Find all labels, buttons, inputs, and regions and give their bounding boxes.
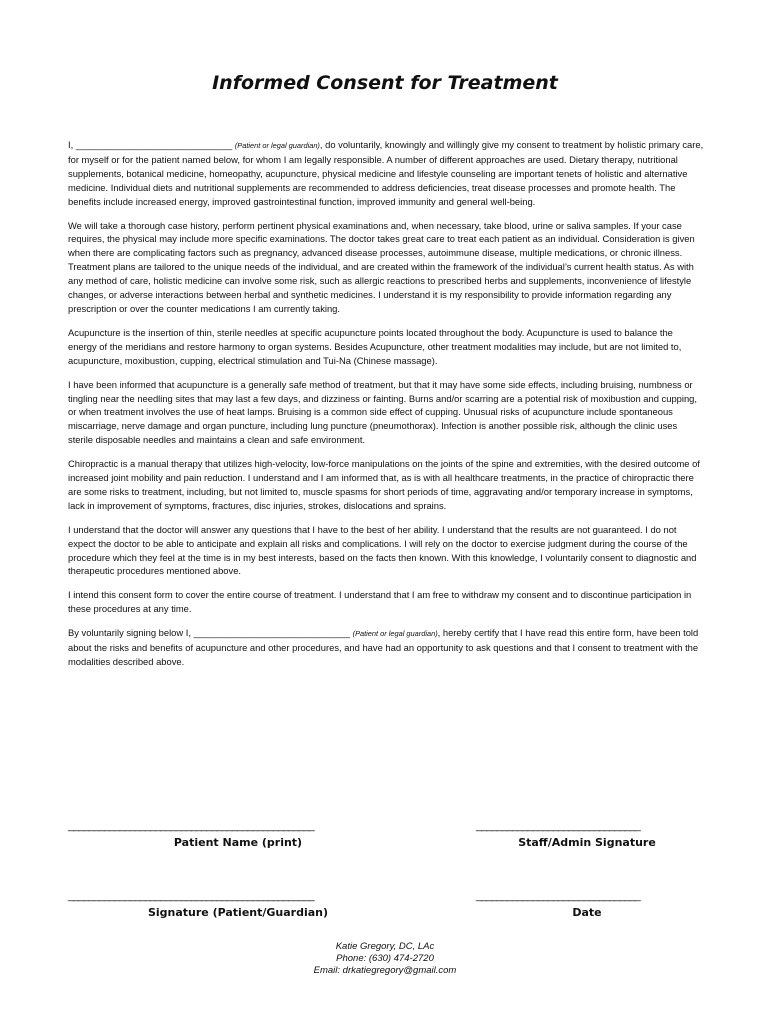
certify-text: , hereby certify that I have read this entire form, have been told about the risks and benefits of acupuncture and other procedures, and have had an opportunity to ask questions and that I consent to treatment with the modalities described above. bbox=[68, 627, 699, 667]
date-label: Date bbox=[572, 906, 602, 919]
patient-signature-field[interactable] bbox=[68, 890, 408, 919]
doctor-name: Katie Gregory, DC, LAc bbox=[335, 941, 435, 952]
patient-role-note: (Patient or legal guardian) bbox=[234, 141, 320, 150]
consent-paragraph-questions: I understand that the doctor will answer any questions that I have to the best of her ability. I understand that the results are not guaranteed. I do not expect the doctor to be able to anticipate and explain all risks and complications. I will rely on the doctor to exercise judgment during the course of the procedure which they feel at the time is in my best interests, based on the facts then known. With this knowledge, I voluntarily consent to diagnostic and therapeutic procedures mentioned above. bbox=[68, 523, 697, 577]
patient-signature-label: Signature (Patient/Guardian) bbox=[147, 906, 329, 919]
consent-paragraph-case-history: We will take a thorough case history, perform pertinent physical examinations and, when necessary, take blood, urine or saliva samples. If your case requires, the physical may include more specific examinations. The doctor takes great care to treat each patient as an individual. Consideration is given when there are complicating factors such as pregnancy, advanced disease processes, autoimmune disease, multiple medications, or chronic illness. Treatment plans are tailored to the unique needs of the individual, and are created within the framework of the individual’s current health status. As with any method of care, holistic medicine can involve some risk, such as allergic reactions to prescribed herbs and supplements, inconvenience of lifestyle changes, or adverse interactions between herbal and synthetic medicines. I understand it is my responsibility to provide information regarding any prescription or over the counter medications I am currently taking. bbox=[68, 219, 695, 314]
staff-signature-field[interactable] bbox=[476, 820, 698, 849]
consent-paragraph-certify bbox=[68, 626, 704, 669]
consent-paragraph-intro bbox=[68, 138, 704, 209]
patient-name-label: Patient Name (print) bbox=[173, 836, 303, 849]
consent-paragraph-risks: I have been informed that acupuncture is a generally safe method of treatment, but that it may have some side effects, including bruising, numbness or tingling near the needling sites that may last a few days, and dizziness or fainting. Burns and/or scarring are a potential risk of moxibustion and cupping, or when treatment involves the use of heat lamps. Bruising is a common side effect of cupping. Unusual risks of acupuncture include spontaneous miscarriage, nerve damage and organ puncture, including lung puncture (pneumothorax). Infection is another possible risk, although the clinic uses sterile disposable needles and maintains a clean and safe environment. bbox=[68, 378, 697, 446]
date-field[interactable] bbox=[476, 890, 698, 919]
contact-footer bbox=[0, 941, 770, 977]
patient-name-blank[interactable]: I, ______________________________ bbox=[68, 139, 235, 150]
doctor-email: Email: drkatiegregory@gmail.com bbox=[313, 965, 457, 976]
certify-role-note: (Patient or legal guardian) bbox=[352, 629, 438, 639]
consent-paragraph-chiropractic: Chiropractic is a manual therapy that utilizes high-velocity, low-force manipulations on the joints of the spine and extremities, with the desired outcome of increased joint mobility and pain reduction. I understand and I am informed that, as is with all healthcare treatments, in the practice of chiropractic there are some risks to treatment, including, but not limited to, muscle spasms for short periods of time, aggravating and/or temporary increase in symptoms, lack in improvement of symptoms, fractures, disc injuries, strokes, dislocations and sprains. bbox=[68, 458, 700, 511]
patient-name-line[interactable]: ________________________________________________ bbox=[68, 820, 314, 832]
form-title: Informed Consent for Treatment bbox=[212, 72, 558, 94]
patient-signature-line[interactable]: ________________________________________________ bbox=[68, 890, 314, 902]
date-line[interactable]: ________________________________ bbox=[476, 890, 640, 902]
doctor-phone: Phone: (630) 474-2720 bbox=[336, 953, 434, 964]
form-body bbox=[68, 138, 704, 679]
staff-signature-label: Staff/Admin Signature bbox=[518, 836, 656, 849]
consent-paragraph-withdraw: I intend this consent form to cover the entire course of treatment. I understand that I am free to withdraw my consent and to discontinue participation in these procedures at any time. bbox=[68, 589, 692, 615]
intro-text: , do voluntarily, knowingly and willingly give my consent to treatment by holistic primary care, for myself or for the patient named below, for whom I am legally responsible. A number of different approaches are used. Dietary therapy, nutritional supplements, botanical medicine, homeopathy, acupuncture, physical medicine and lifestyle counseling are important tenets of holistic and alternative medicine. Individual diets and nutritional supplements are recommended to address deficiencies, treat disease processes and promote health. The benefits include increased energy, improved gastrointestinal function, improved immunity and general well-being. bbox=[68, 139, 704, 207]
staff-signature-line[interactable]: ________________________________ bbox=[476, 820, 640, 832]
patient-name-field[interactable] bbox=[68, 820, 408, 849]
consent-paragraph-acupuncture: Acupuncture is the insertion of thin, sterile needles at specific acupuncture points located throughout the body. Acupuncture is used to balance the energy of the meridians and restore harmony to organ systems. Besides Acupuncture, other treatment modalities may include, but are not limited to, acupuncture, moxibustion, cupping, electrical stimulation and Tui-Na (Chinese massage). bbox=[68, 326, 682, 366]
certify-name-blank[interactable]: By voluntarily signing below I, ______________________________ bbox=[68, 627, 353, 639]
